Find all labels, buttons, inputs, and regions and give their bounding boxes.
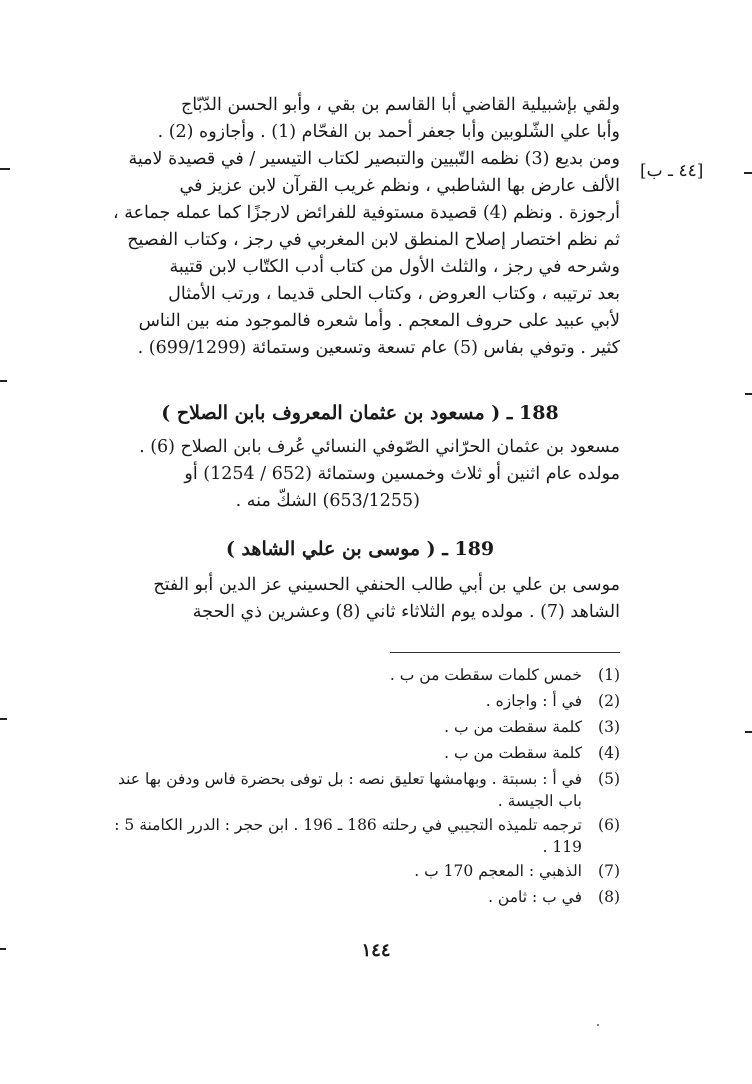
- text-line: ومن بديع (3) نظمه التّبيين والتبصير لكتاب التيسير / في قصيدة لامية: [128, 149, 620, 169]
- scan-edge-mark: [745, 731, 752, 733]
- text-line: موسى بن علي بن أبي طالب الحنفي الحسيني عز الدين أبو الفتح: [153, 575, 620, 595]
- scan-edge-mark: [745, 393, 752, 395]
- text-line: الشاهد (7) . مولده يوم الثلاثاء ثاني (8) وعشرين ذي الحجة: [192, 602, 620, 622]
- footnote-number: (4): [598, 744, 620, 762]
- scan-edge-mark: [0, 168, 10, 170]
- footnote: [100, 766, 620, 812]
- footnote-number: (7): [598, 862, 620, 880]
- footnote-number: (8): [598, 888, 620, 906]
- footnote: [100, 884, 620, 910]
- footnote-text: في ب : ثامن .: [488, 888, 582, 906]
- text-line: كثير . وتوفي بفاس (5) عام تسعة وتسعين وستمائة (699/1299) .: [137, 338, 620, 358]
- footnote-text: في أ : بسبتة . وبهامشها تعليق نصه : بل توفى بحضرة فاس ودفن بها عند باب الجيسة .: [117, 770, 582, 810]
- footnote: [100, 740, 620, 766]
- footnote: [100, 688, 620, 714]
- footnote: [100, 714, 620, 740]
- text-line: ثم نظم اختصار إصلاح المنطق لابن المغربي في رجز ، وكتاب الفصيح: [127, 230, 620, 250]
- text-line: وأبا علي الشّلوبين وأبا جعفر أحمد بن الفحّام (1) . وأجازوه (2) .: [157, 122, 620, 142]
- page-number: ١٤٤: [361, 940, 391, 961]
- scan-edge-mark: [0, 718, 7, 720]
- footnote: [100, 812, 620, 858]
- footnote-text: خمس كلمات سقطت من ب .: [389, 666, 582, 684]
- text-line: مولده عام اثنين أو ثلاث وخمسين وستمائة (652 / 1254) أو: [184, 464, 620, 484]
- footnote: [100, 662, 620, 688]
- footnote-number: (1): [598, 666, 620, 684]
- footnote-text: كلمة سقطت من ب .: [444, 744, 582, 762]
- paragraph-189: [100, 572, 620, 626]
- footnote-number: (2): [598, 692, 620, 710]
- footnotes: [100, 662, 620, 910]
- footnote: [100, 858, 620, 884]
- paragraph-187-continuation: [100, 92, 620, 362]
- text-line: الألف عارض بها الشاطبي ، ونظم غريب القرآن لابن عزيز في: [179, 176, 620, 196]
- text-line: ولقي بإشبيلية القاضي أبا القاسم بن بقي ، وأبو الحسن الدّبّاج: [181, 95, 620, 115]
- text-line: مسعود بن عثمان الحرّاني الصّوفي النسائي عُرف بابن الصلاح (6) .: [139, 437, 620, 457]
- text-line: بعد ترتيبه ، وكتاب العروض ، وكتاب الحلى قديما ، ورتب الأمثال: [168, 284, 620, 304]
- entry-heading-189: 189 ـ ( موسى بن علي الشاهد ): [225, 538, 495, 560]
- scan-speck: [597, 1024, 599, 1026]
- footnote-text: في أ : واجازه .: [485, 692, 582, 710]
- footnote-number: (6): [598, 816, 620, 834]
- manuscript-folio-marker: [٤٤ ـ ب]: [640, 161, 704, 181]
- scan-edge-mark: [0, 380, 7, 382]
- footnote-text: كلمة سقطت من ب .: [444, 718, 582, 736]
- scan-edge-mark: [0, 948, 6, 950]
- footnote-text: الذهبي : المعجم 170 ب .: [414, 862, 582, 880]
- scan-edge-mark: [744, 172, 752, 174]
- footnote-number: (5): [598, 770, 620, 788]
- text-line: أرجوزة . ونظم (4) قصيدة مستوفية للفرائض لارجزًا كما عمله جماعة ،: [112, 203, 620, 223]
- text-line: لأبي عبيد على حروف المعجم . وأما شعره فالموجود منه بين الناس: [138, 311, 620, 331]
- footnote-separator: [390, 652, 620, 653]
- text-line: وشرحه في رجز ، والثلث الأول من كتاب أدب الكتّاب لابن قتيبة: [169, 257, 620, 277]
- footnote-text: ترجمه تلميذه التجيبي في رحلته 186 ـ 196 . ابن حجر : الدرر الكامنة 5 : 119 .: [114, 816, 582, 856]
- text-line: (653/1255) الشكّ منه .: [235, 491, 420, 511]
- footnote-number: (3): [598, 718, 620, 736]
- entry-heading-188: 188 ـ ( مسعود بن عثمان المعروف بابن الصلاح ): [161, 402, 559, 424]
- paragraph-188: [100, 434, 620, 515]
